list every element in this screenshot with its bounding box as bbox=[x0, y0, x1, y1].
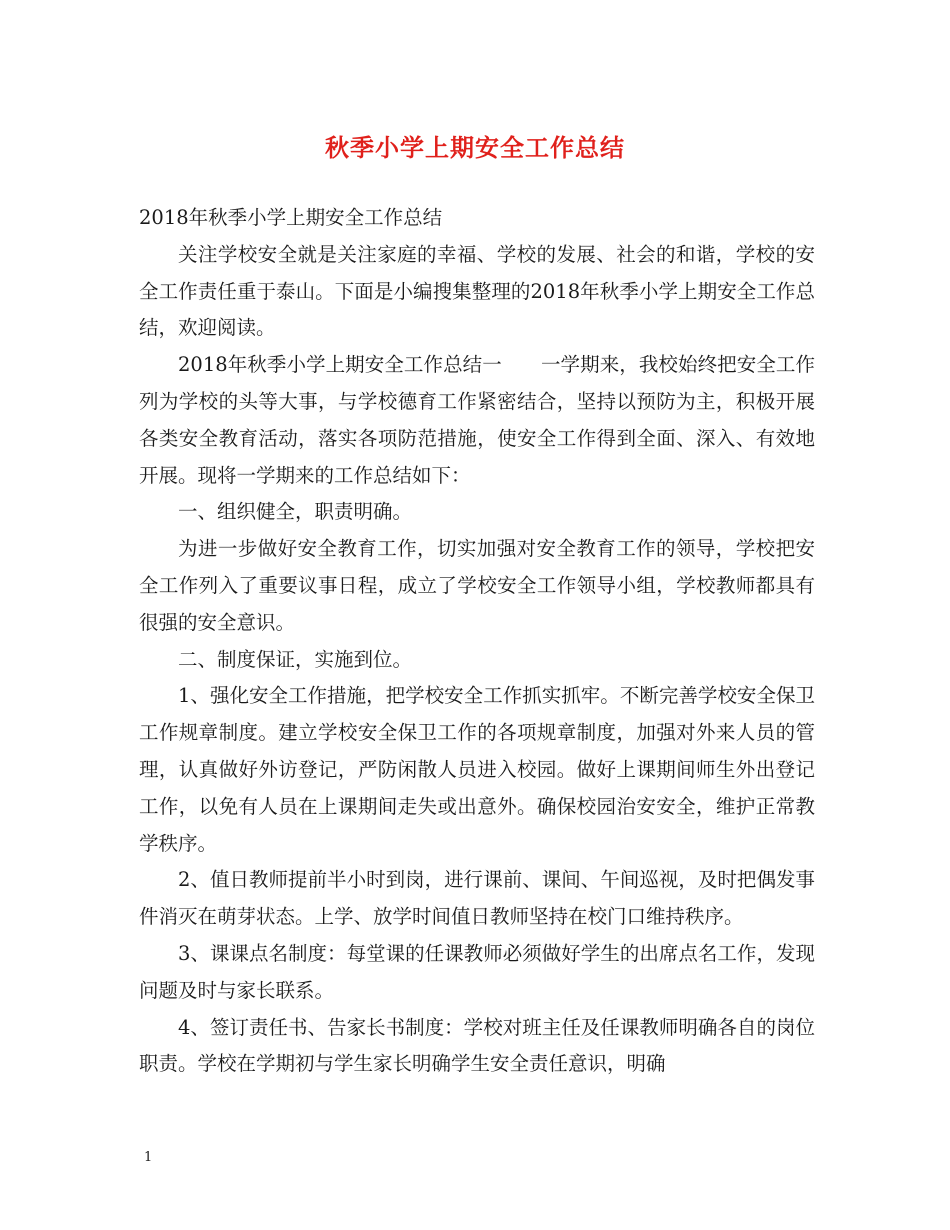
page-number: 1 bbox=[144, 1150, 153, 1165]
document-body bbox=[139, 200, 815, 1083]
paragraph-organization: 为进一步做好安全教育工作，切实加强对安全教育工作的领导，学校把安全工作列入了重要议事日程，成立了学校安全工作领导小组，学校教师都具有很强的安全意识。 bbox=[139, 537, 815, 634]
paragraph-subtitle: 2018年秋季小学上期安全工作总结 bbox=[139, 206, 443, 229]
paragraph-item-1: 1、强化安全工作措施，把学校安全工作抓实抓牢。不断完善学校安全保卫工作规章制度。建立学校安全保卫工作的各项规章制度，加强对外来人员的管理，认真做好外访登记，严防闲散人员进入校园。做好上课期间师生外出登记工作，以免有人员在上课期间走失或出意外。确保校园治安安全，维护正常教学秩序。 bbox=[139, 684, 815, 855]
section-heading-two: 二、制度保证，实施到位。 bbox=[178, 647, 413, 671]
document-title: 秋季小学上期安全工作总结 bbox=[325, 133, 625, 162]
paragraph-item-4: 4、签订责任书、告家长书制度：学校对班主任及任课教师明确各自的岗位职责。学校在学期初与学生家长明确学生安全责任意识，明确 bbox=[139, 1015, 815, 1076]
paragraph-item-3: 3、课课点名制度：每堂课的任课教师必须做好学生的出席点名工作，发现问题及时与家长联系。 bbox=[139, 941, 815, 1002]
section-heading-one: 一、组织健全，职责明确。 bbox=[178, 500, 413, 524]
paragraph-item-2: 2、值日教师提前半小时到岗，进行课前、课间、午间巡视，及时把偶发事件消灭在萌芽状态。上学、放学时间值日教师坚持在校门口维持秩序。 bbox=[139, 868, 815, 929]
paragraph-summary-one: 2018年秋季小学上期安全工作总结一 一学期来，我校始终把安全工作列为学校的头等大事，与学校德育工作紧密结合，坚持以预防为主，积极开展各类安全教育活动，落实各项防范措施，使安全工作得到全面、深入、有效地开展。现将一学期来的工作总结如下： bbox=[139, 353, 815, 487]
paragraph-intro: 关注学校安全就是关注家庭的幸福、学校的发展、社会的和谐，学校的安全工作责任重于泰山。下面是小编搜集整理的2018年秋季小学上期安全工作总结，欢迎阅读。 bbox=[139, 242, 815, 340]
